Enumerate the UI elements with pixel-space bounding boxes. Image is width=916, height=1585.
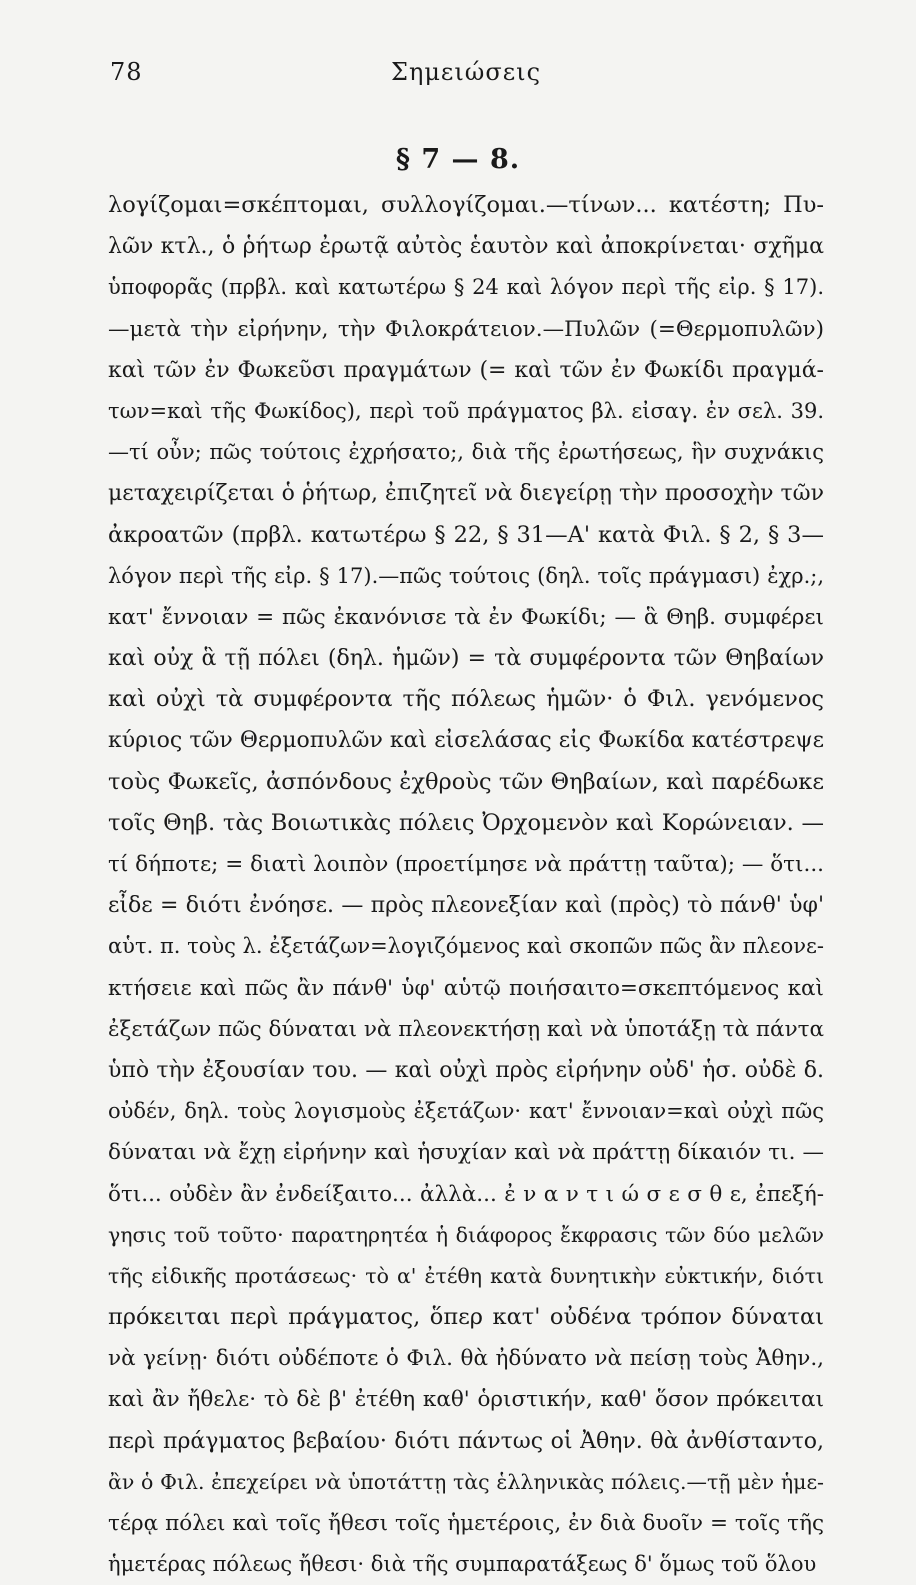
text-line: τοὺς Φωκεῖς, ἀσπόνδους ἐχθροὺς τῶν Θηβαίων, καὶ παρέδωκε — [108, 768, 824, 795]
text-line: ὑπὸ τὴν ἐξουσίαν του. — καὶ οὐχὶ πρὸς εἰρήνην οὐδ' ἡσ. οὐδὲ δ. — [108, 1057, 824, 1083]
text-line: λογίζομαι=σκέπτομαι, συλλογίζομαι.—τίνων... κατέστη; Πυ- — [108, 192, 824, 218]
text-line: τέρᾳ πόλει καὶ τοῖς ἤθεσι τοῖς ἡμετέροις, ἐν διὰ δυοῖν = τοῖς τῆς — [108, 1511, 824, 1536]
text-line: τῆς εἰδικῆς προτάσεως· τὸ α' ἐτέθη κατὰ δυνητικὴν εὐκτικήν, διότι — [108, 1263, 824, 1288]
text-line: οὐδέν, δηλ. τοὺς λογισμοὺς ἐξετάζων· κατ' ἔννοιαν=καὶ οὐχὶ πῶς — [108, 1099, 824, 1124]
text-line: εἶδε = διότι ἐνόησε. — πρὸς πλεονεξίαν καὶ (πρὸς) τὸ πάνθ' ὑφ' — [108, 893, 824, 919]
text-line: καὶ ἂν ἤθελε· τὸ δὲ β' ἐτέθη καθ' ὁριστικήν, καθ' ὅσον πρόκειται — [108, 1387, 824, 1413]
text-line: καὶ τῶν ἐν Φωκεῦσι πραγμάτων (= καὶ τῶν ἐν Φωκίδι πραγμά- — [108, 357, 824, 383]
text-line: ὑποφορᾶς (πρβλ. καὶ κατωτέρω § 24 καὶ λόγον περὶ τῆς εἰρ. § 17). — [108, 275, 824, 300]
text-line: κύριος τῶν Θερμοπυλῶν καὶ εἰσελάσας εἰς Φωκίδα κατέστρεψε — [108, 728, 824, 754]
text-line: —τί οὖν; πῶς τούτοις ἐχρήσατο;, διὰ τῆς ἐρωτήσεως, ἣν συχνάκις — [108, 440, 824, 465]
text-line: ὅτι... οὐδὲν ἂν ἐνδείξαιτο... ἀλλὰ... ἐ ν α ν τ ι ώ σ ε σ θ ε, ἐπεξή- — [108, 1181, 824, 1207]
text-line: τοῖς Θηβ. τὰς Βοιωτικὰς πόλεις Ὀρχομενὸν καὶ Κορώνειαν. — — [108, 809, 824, 836]
text-line: —μετὰ τὴν εἰρήνην, τὴν Φιλοκράτειον.—Πυλῶν (=Θερμοπυλῶν) — [108, 316, 824, 342]
text-line: ἀκροατῶν (πρβλ. κατωτέρω § 22, § 31—Α' κατὰ Φιλ. § 2, § 3— — [108, 521, 824, 548]
section-heading: § 7 — 8. — [395, 144, 521, 175]
text-line: καὶ οὐχ ἃ τῇ πόλει (δηλ. ἡμῶν) = τὰ συμφέροντα τῶν Θηβαίων — [108, 646, 824, 672]
text-line: πρόκειται περὶ πράγματος, ὅπερ κατ' οὐδένα τρόπον δύναται — [108, 1304, 824, 1331]
text-line: κτήσειε καὶ πῶς ἂν πάνθ' ὑφ' αὑτῷ ποιήσαιτο=σκεπτόμενος καὶ — [108, 975, 824, 1001]
running-title: Σημειώσεις — [390, 58, 542, 86]
text-line: ἡμετέρας πόλεως ἤθεσι· διὰ τῆς συμπαρατάξεως δ' ὅμως τοῦ ὅλου — [108, 1552, 817, 1577]
text-line: λῶν κτλ., ὁ ῥήτωρ ἐρωτᾷ αὐτὸς ἑαυτὸν καὶ ἀποκρίνεται· σχῆμα — [108, 234, 824, 260]
text-line: μεταχειρίζεται ὁ ῥήτωρ, ἐπιζητεῖ νὰ διεγείρῃ τὴν προσοχὴν τῶν — [108, 481, 824, 507]
text-line: λόγον περὶ τῆς εἰρ. § 17).—πῶς τούτοις (δηλ. τοῖς πράγμασι) ἐχρ.;, — [108, 563, 824, 588]
text-line: δύναται νὰ ἔχῃ εἰρήνην καὶ ἡσυχίαν καὶ νὰ πράττῃ δίκαιόν τι. — — [108, 1140, 824, 1166]
text-line: αὑτ. π. τοὺς λ. ἐξετάζων=λογιζόμενος καὶ σκοπῶν πῶς ἂν πλεονε- — [108, 934, 824, 959]
text-line: γησις τοῦ τοῦτο· παρατηρητέα ἡ διάφορος ἔκφρασις τῶν δύο μελῶν — [108, 1222, 824, 1247]
notes-body — [108, 185, 824, 1585]
text-line: περὶ πράγματος βεβαίου· διότι πάντως οἱ Ἀθην. θὰ ἀνθίσταντο, — [108, 1428, 824, 1454]
text-line: ἂν ὁ Φιλ. ἐπεχείρει νὰ ὑποτάττῃ τὰς ἑλληνικὰς πόλεις.—τῇ μὲν ἡμε- — [108, 1469, 824, 1494]
text-line: καὶ οὐχὶ τὰ συμφέροντα τῆς πόλεως ἡμῶν· ὁ Φιλ. γενόμενος — [108, 686, 824, 713]
text-line: τί δήποτε; = διατὶ λοιπὸν (προετίμησε νὰ πράττῃ ταῦτα); — ὅτι... — [108, 852, 824, 877]
text-line: των=καὶ τῆς Φωκίδος), περὶ τοῦ πράγματος βλ. εἰσαγ. ἐν σελ. 39. — [108, 398, 824, 423]
text-line: νὰ γείνῃ· διότι οὐδέποτε ὁ Φιλ. θὰ ἠδύνατο νὰ πείσῃ τοὺς Ἀθην., — [108, 1346, 824, 1372]
text-line: κατ' ἔννοιαν = πῶς ἐκανόνισε τὰ ἐν Φωκίδι; — ἃ Θηβ. συμφέρει — [108, 604, 824, 630]
running-head — [110, 58, 822, 92]
page-number: 78 — [110, 58, 143, 86]
text-line: ἐξετάζων πῶς δύναται νὰ πλεονεκτήσῃ καὶ νὰ ὑποτάξῃ τὰ πάντα — [108, 1016, 824, 1042]
